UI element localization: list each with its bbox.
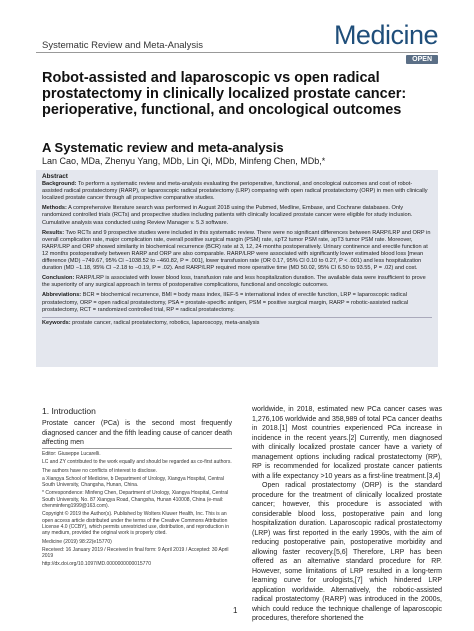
footnotes: [42, 451, 232, 570]
open-access-badge: OPEN: [406, 55, 438, 64]
intro-left-text: Prostate cancer (PCa) is the second most frequently diagnosed cancer and the fifth leading cause of cancer death affecting men: [42, 420, 232, 446]
journal-logo: Medicine: [333, 20, 438, 50]
note-affiliation: a Xiangya School of Medicine, b Department of Urology, Xiangya Hospital, Central South University, Changsha, Hunan, China.: [42, 475, 224, 489]
note-received: Received: 16 January 2019 / Received in final form: 9 April 2019 / Accepted: 30 April 2019: [42, 546, 229, 560]
note-doi[interactable]: http://dx.doi.org/10.1097/MD.0000000000015770: [42, 561, 151, 568]
footnote-divider: [42, 448, 232, 449]
abstract-abbreviations: Abbreviations: BCR = biochemical recurrence, BMI = body mass index, IIEF-5 = international index of erectile function, LRP = laparoscopic radical prostatectomy, ORP = open radical prostatectomy, PSA = prostate-specific antigen, PSM = positive surgical margin, RARP = robotic-assisted radical prostatectomy, RCT = randomized controlled trial, RP = radical prostatectomy.: [42, 292, 409, 313]
note-contrib: LC and ZY contributed to the work equally and should be regarded as co-first authors.: [42, 459, 232, 466]
note-correspondence: * Correspondence: Minfeng Chen, Department of Urology, Xiangya Hospital, Central South University, No. 87 Xiangya Road, Changsha, Hunan 410008, China (e-mail: chenminfeng1999@163.com).: [42, 490, 229, 510]
intro-heading: 1. Introduction: [42, 406, 96, 416]
note-citation: Medicine (2019) 98:22(e15770): [42, 538, 112, 545]
page-number: 1: [233, 606, 238, 615]
note-coi: The authors have no conflicts of interest to disclose.: [42, 467, 158, 474]
section-tag: Systematic Review and Meta-Analysis: [42, 40, 204, 51]
abstract-methods: Methods: A comprehensive literature search was performed in August 2018 using the Pubmed, Medline, Embase, and Cochrane databases. Only randomized controlled trials (RCTs) and prospective studies including patients with clinically localized prostate cancer were eligible for study inclusion. Cumulative analysis was conducted using Review Manager v. 5.3 software.: [42, 205, 413, 226]
abstract-background: Background: To perform a systematic review and meta-analysis evaluating the perioperative, functional, and oncological outcomes and cost of robot-assisted radical prostatectomy (RARP), or laparoscopic radical prostatectomy (LRP) comparing with open radical prostatectomy (ORP) in men with clinically localized prostate cancer through all prospective comparative studies.: [42, 181, 428, 202]
abstract-keywords: Keywords: prostate cancer, radical prostatectomy, robotics, laparoscopy, meta-analysis: [42, 317, 432, 327]
note-editor: Editor: Giuseppe Lucarelli.: [42, 451, 101, 457]
note-copyright: Copyright © 2019 the Author(s). Published by Wolters Kluwer Health, Inc. This is an open access article distributed under the terms of the Creative Commons Attribution License 4.0 (CCBY), which permits unrestricted use, distribution, and reproduction in any medium, provided the original work is properly cited.: [42, 511, 230, 537]
article-title: Robot-assisted and laparoscopic vs open radical prostatectomy in clinically localized prostate cancer: perioperative, functional, and oncological outcomes: [42, 70, 407, 118]
intro-right-column: [252, 405, 442, 624]
abstract-conclusion: Conclusion: RARP/LRP is associated with lower blood loss, transfusion rate and less hospitalization duration. The available data were insufficient to prove the superiority of any surgical approach in terms of postoperative complications, functional and oncologic outcomes.: [42, 275, 426, 289]
abstract-results: Results: Two RCTs and 9 prospective studies were included in this systematic review. There were no significant differences between RARP/LRP and ORP in overall complication rate, major complication rate, overall positive surgical margin (PSM) rate, ≤pT2 tumor PSM rate, ≥pT3 tumor PSM rate. Moreover, RARP/LRP and ORP showed similarity in biochemical recurrence (BCR) rate at 3, 12, 24 months postoperatively. Urinary continence and erectile function at 12 months postoperatively between RARP and ORP are also comparable. RARP/LRP were associated with significantly lower estimated blood loss [mean difference (MD) −749.67, 95% CI −1038.52 to −460.82, P = .001], lower transfusion rate (OR 0.17, 95% CI 0.10 to 0.27, P < .001) and less hospitalization duration (MD −1.18, 95% CI −2.18 to −0.19, P = .02). And RARP/LRP required more operative time (MD 50.02, 95% CI 6.50 to 93.55, P = .02) and cost.: [42, 229, 431, 272]
abstract-heading: Abstract: [42, 173, 68, 180]
intro-right-para2: Open radical prostatectomy (ORP) is the standard procedure for the treatment of clinically localized prostate cancer; however, this procedure is associated with considerable blood loss, postoperative pain and long hospitalization duration. Laparoscopic radical prostatectomy (LRP) was first reported in the early 1990s, with the aim of reducing postoperative pain, postoperative morbidity and allowing faster recovery.[5,6] Therefore, LRP has been offered as an alternative standard procedure for RP. However, some limitations of LRP resulted in a long-term learning curve for urologists,[7] which hindered LRP application worldwide. Alternatively, the robotic-assisted radical prostatectomy (RARP) was introduced in the 2000s, which could reduce the technique challenge of laparoscopic procedures, therefore shortened the: [252, 482, 442, 622]
intro-right-para1: worldwide, in 2018, estimated new PCa cancer cases was 1,276,106 worldwide and 358,989 of total PCa cancer deaths in 2018.[1] Most countries experienced PCa increase in incidence in the recent years.[2] Currently, men diagnosed with clinically localized prostate cancer have a variety of management options including radical prostatectomy (RP), RP is recommended for localized prostate cancer patients with a life expectancy >10 years as a first-line treatment.[3,4]: [252, 406, 442, 480]
header-divider: [36, 52, 438, 53]
article-subtitle: A Systematic review and meta-analysis: [42, 140, 284, 155]
author-list: Lan Cao, MDa, Zhenyu Yang, MDb, Lin Qi, MDb, Minfeng Chen, MDb,*: [42, 156, 326, 166]
abstract-box: [36, 170, 438, 367]
